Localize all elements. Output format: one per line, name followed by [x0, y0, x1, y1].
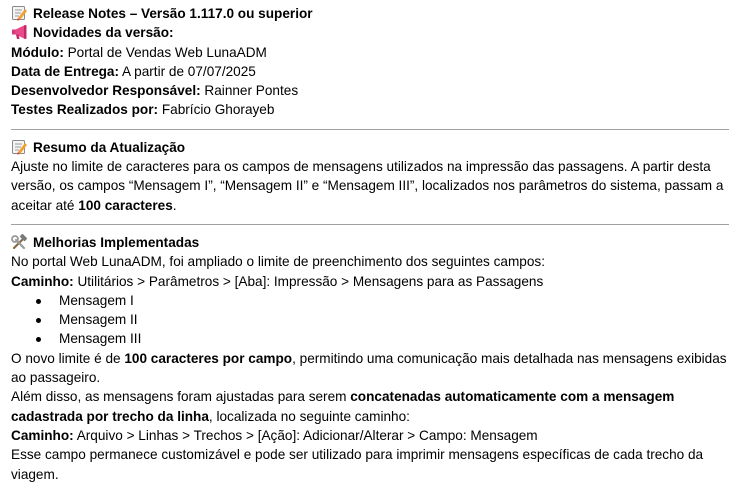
summary-paragraph — [11, 157, 729, 215]
concat-bold: concatenadas automaticamente com a mensagem cadastrada por trecho da linha — [11, 389, 675, 424]
concat-pre: Além disso, as mensagens foram ajustadas para serem — [11, 389, 351, 405]
path-line-2 — [11, 426, 729, 445]
limit-paragraph — [11, 349, 729, 388]
section-divider — [11, 129, 729, 130]
news-heading: Novidades da versão: — [33, 25, 174, 41]
summary-heading-line — [11, 138, 729, 157]
field-module — [11, 43, 729, 62]
path-label: Caminho: — [11, 427, 74, 443]
summary-bold: 100 caracteres — [78, 197, 173, 213]
improvements-intro: No portal Web LunaADM, foi ampliado o limite de preenchimento dos seguintes campos: — [11, 254, 545, 270]
field-label: Desenvolvedor Responsável: — [11, 83, 201, 99]
memo-icon — [11, 5, 28, 21]
field-label: Data de Entrega: — [11, 63, 120, 79]
field-tester — [11, 100, 729, 119]
field-value: A partir de 07/07/2025 — [119, 63, 256, 79]
summary-text: Ajuste no limite de caracteres para os campos de mensagens utilizados na impressão das passagens. A partir desta versão, os campos “Mensagem I”, “Mensagem II” e “Mensagem III”, localizados nos parâmetros do sistema, passam a aceitar até — [11, 159, 724, 213]
limit-pre: O novo limite é de — [11, 350, 125, 366]
field-value: Rainner Pontes — [200, 83, 299, 99]
path-value: Utilitários > Parâmetros > [Aba]: Impressão > Mensagens para as Passagens — [73, 273, 544, 289]
title-line — [11, 4, 729, 23]
section-divider — [11, 224, 729, 225]
hammer-wrench-icon — [11, 234, 28, 250]
list-item: Mensagem I — [11, 291, 729, 310]
field-delivery-date — [11, 62, 729, 81]
field-developer — [11, 81, 729, 100]
concat-post: , localizada no seguinte caminho: — [208, 408, 410, 424]
summary-end: . — [172, 197, 177, 213]
list-item: Mensagem II — [11, 310, 729, 329]
path-line-1 — [11, 272, 729, 291]
limit-post: , permitindo uma comunicação mais detalhada nas mensagens exibidas ao passageiro. — [11, 350, 727, 386]
news-heading-line — [11, 23, 729, 42]
memo-icon — [11, 139, 28, 155]
improvements-heading: Melhorias Implementadas — [33, 234, 200, 250]
field-label: Módulo: — [11, 44, 64, 60]
limit-bold: 100 caracteres por campo — [124, 350, 293, 366]
field-label: Testes Realizados por: — [11, 102, 159, 118]
path-value: Arquivo > Linhas > Trechos > [Ação]: Adicionar/Alterar > Campo: Mensagem — [73, 427, 538, 443]
list-item: Mensagem III — [11, 329, 729, 348]
field-value: Portal de Vendas Web LunaADM — [63, 44, 267, 60]
megaphone-icon — [11, 24, 28, 40]
improvements-heading-line — [11, 233, 729, 252]
field-value: Fabrício Ghorayeb — [158, 102, 275, 118]
concat-paragraph — [11, 387, 729, 426]
document-title: Release Notes – Versão 1.117.0 ou superior — [33, 6, 313, 21]
path-label: Caminho: — [11, 273, 74, 289]
closing-paragraph: Esse campo permanece customizável e pode ser utilizado para imprimir mensagens específicas de cada trecho da viagem. — [11, 447, 704, 482]
message-fields-list — [11, 291, 729, 349]
summary-heading: Resumo da Atualização — [33, 139, 186, 155]
